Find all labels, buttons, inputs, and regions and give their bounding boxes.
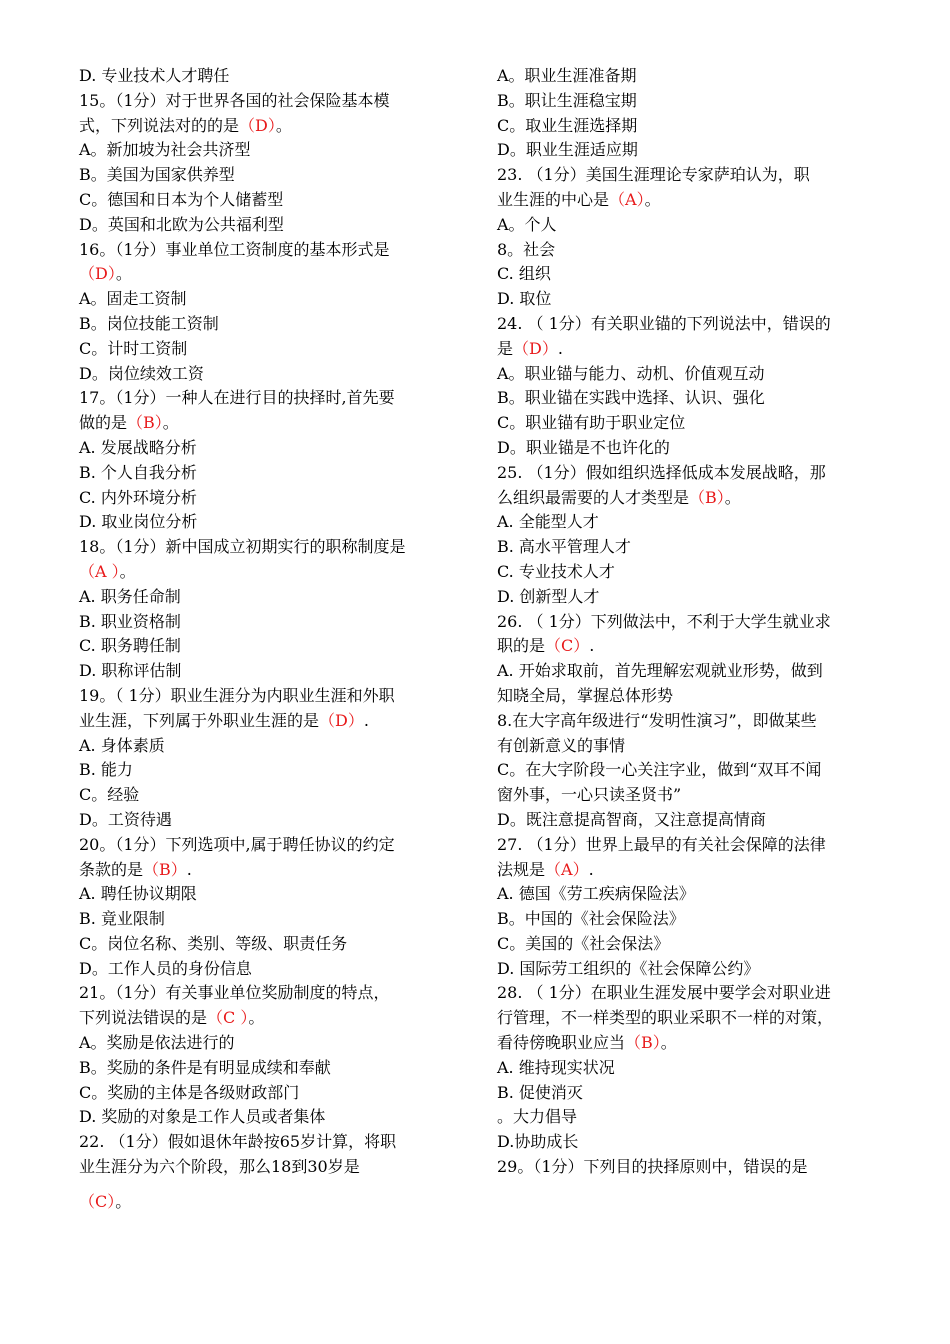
text-line [79, 411, 464, 436]
question-text: C。取业生涯选择期 [497, 115, 638, 135]
punctuation: 。 [162, 413, 179, 433]
question-text: 式，下列说法对的的是 [79, 115, 240, 135]
punctuation: 。 [660, 1033, 677, 1053]
question-text: B. 促使消灭 [497, 1082, 583, 1102]
punctuation: 。 [724, 487, 741, 507]
question-text: 有创新意义的事情 [497, 735, 626, 755]
text-line [497, 337, 882, 362]
text-line [79, 709, 464, 734]
question-text: C. 组织 [497, 264, 551, 284]
question-text: D. 职称评估制 [79, 661, 182, 681]
text-line [497, 560, 882, 585]
text-line [79, 585, 464, 610]
text-line [79, 362, 464, 387]
text-line [497, 486, 882, 511]
text-line [79, 312, 464, 337]
question-text: B。岗位技能工资制 [79, 313, 219, 333]
text-line [79, 858, 464, 883]
question-text: 法规是 [497, 859, 546, 879]
text-line [79, 1105, 464, 1130]
answer-mark: （C） [79, 1191, 116, 1211]
question-text: C。美国的《社会保法》 [497, 933, 670, 953]
question-text: A。奖励是依法进行的 [79, 1033, 235, 1053]
text-line [79, 833, 464, 858]
question-text: B。职业锚在实践中选择、认识、强化 [497, 388, 765, 408]
question-text: D. 专业技术人才聘任 [79, 66, 230, 85]
text-line [497, 510, 882, 535]
punctuation: 。 [115, 264, 132, 284]
question-text: 是 [497, 338, 514, 358]
text-line [79, 1056, 464, 1081]
answer-mark: （A） [545, 859, 589, 879]
text-line [79, 386, 464, 411]
question-text: D。英国和北欧为公共福利型 [79, 214, 284, 234]
question-text: D。职业锚是不也许化的 [497, 437, 670, 457]
text-line [79, 783, 464, 808]
question-text: D。职业生涯适应期 [497, 140, 638, 160]
question-text: B。职让生涯稳宝期 [497, 90, 637, 110]
question-text: 17。（1分）一种人在进行目的抉择时,首先要 [79, 388, 395, 408]
text-line [79, 89, 464, 114]
text-line [497, 89, 882, 114]
text-line [497, 758, 882, 783]
text-line [79, 436, 464, 461]
question-text: C。经验 [79, 785, 140, 805]
question-text: C. 内外环境分析 [79, 487, 197, 507]
text-line [79, 1081, 464, 1106]
text-line [79, 957, 464, 982]
question-text: D。既注意提高智商，又注意提高情商 [497, 809, 766, 829]
text-line [497, 1031, 882, 1056]
question-text: D. 国际劳工组织的《社会保障公约》 [497, 958, 760, 978]
text-line [79, 684, 464, 709]
text-line [497, 1130, 882, 1155]
question-text: 窗外事，一心只读圣贤书” [497, 785, 682, 805]
question-text: B. 个人自我分析 [79, 462, 197, 482]
text-line [79, 610, 464, 635]
question-text: 业生涯的中心是 [497, 189, 610, 209]
question-text: B. 高水平管理人才 [497, 537, 631, 557]
answer-mark: （B） [143, 859, 187, 879]
question-text: 23. （1分）美国生涯理论专家萨珀认为，职 [497, 165, 810, 185]
answer-mark: （C） [545, 636, 590, 656]
question-text: A. 发展战略分析 [79, 437, 197, 457]
text-line [497, 411, 882, 436]
question-text: B. 竟业限制 [79, 909, 165, 929]
question-text: B。美国为国家供养型 [79, 165, 235, 185]
question-text: 29。（1分）下列目的抉择原则中，错误的是 [497, 1157, 808, 1177]
text-line [79, 882, 464, 907]
question-text: 18。（1分）新中国成立初期实行的职称制度是 [79, 537, 406, 557]
text-line [497, 882, 882, 907]
question-text: D. 取业岗位分析 [79, 512, 198, 532]
question-text: B。中国的《社会保险法》 [497, 909, 685, 929]
punctuation: . [186, 859, 192, 879]
text-line [79, 337, 464, 362]
text-line [79, 287, 464, 312]
text-line [497, 957, 882, 982]
text-line [497, 461, 882, 486]
question-text: 行管理，不一样类型的职业采职不一样的对策， [497, 1008, 834, 1028]
text-line [497, 684, 882, 709]
question-text: 业生涯，下列属于外职业生涯的是 [79, 710, 320, 730]
question-text: 27. （1分）世界上最早的有关社会保障的法律 [497, 834, 826, 854]
text-line [79, 981, 464, 1006]
answer-mark: （C ） [207, 1008, 249, 1028]
text-line [79, 213, 464, 238]
text-line [497, 262, 882, 287]
question-text: 21。（1分）有关事业单位奖励制度的特点， [79, 983, 390, 1003]
text-line [497, 585, 882, 610]
text-line [497, 634, 882, 659]
question-text: 么组织最需要的人才类型是 [497, 487, 690, 507]
question-text: A. 身体素质 [79, 735, 165, 755]
punctuation: 。 [248, 1008, 265, 1028]
left-column [79, 64, 464, 1215]
text-line [497, 981, 882, 1006]
question-text: B。奖励的条件是有明显成续和奉献 [79, 1057, 331, 1077]
text-line [79, 1031, 464, 1056]
text-line [497, 238, 882, 263]
text-line [79, 188, 464, 213]
text-line [79, 262, 464, 287]
text-line [497, 1105, 882, 1130]
text-line [79, 907, 464, 932]
text-line [497, 114, 882, 139]
text-line [497, 783, 882, 808]
question-text: 职的是 [497, 636, 546, 656]
punctuation: 。 [119, 561, 136, 581]
text-line [497, 932, 882, 957]
text-line [79, 734, 464, 759]
question-text: 16。（1分）事业单位工资制度的基本形式是 [79, 239, 390, 259]
question-text: 业生涯分为六个阶段，那么18到30岁是 [79, 1157, 360, 1177]
text-line [79, 1130, 464, 1155]
question-text: A. 维持现实状况 [497, 1057, 615, 1077]
text-line [497, 535, 882, 560]
question-text: C。岗位名称、类别、等级、职责任务 [79, 933, 348, 953]
question-text: 看待傍晚职业应当 [497, 1033, 626, 1053]
text-line [497, 610, 882, 635]
text-line [497, 188, 882, 213]
question-text: A。职业生涯准备期 [497, 66, 637, 85]
question-text: A. 聘任协议期限 [79, 884, 197, 904]
right-column [497, 64, 882, 1180]
question-text: A. 职务任命制 [79, 586, 181, 606]
text-line [79, 461, 464, 486]
text-line [79, 163, 464, 188]
question-text: A。固走工资制 [79, 289, 187, 309]
text-line [79, 659, 464, 684]
question-text: C。德国和日本为个人储蓄型 [79, 189, 284, 209]
text-line [497, 362, 882, 387]
text-line [79, 64, 464, 89]
question-text: A. 全能型人才 [497, 512, 599, 532]
text-line [497, 858, 882, 883]
question-text: C. 职务聘任制 [79, 636, 181, 656]
question-text: A. 德国《劳工疾病保险法》 [497, 884, 695, 904]
text-line [79, 1155, 464, 1180]
question-text: D。岗位续效工资 [79, 363, 204, 383]
question-text: D. 创新型人才 [497, 586, 600, 606]
punctuation: . [588, 859, 594, 879]
question-text: A。新加坡为社会共济型 [79, 140, 251, 160]
answer-mark: （B） [689, 487, 725, 507]
text-line [497, 907, 882, 932]
answer-mark: （D） [79, 264, 116, 284]
answer-mark: （D） [239, 115, 276, 135]
text-line [79, 510, 464, 535]
question-text: 20。（1分）下列选项中,属于聘任协议的约定 [79, 834, 395, 854]
text-line [79, 758, 464, 783]
text-line [497, 1155, 882, 1180]
text-line [79, 932, 464, 957]
text-line [79, 560, 464, 585]
text-line [497, 709, 882, 734]
question-text: C。在大字阶段一心关注字业，做到“双耳不闻 [497, 760, 822, 780]
text-line [79, 535, 464, 560]
question-text: C。计时工资制 [79, 338, 188, 358]
question-text: D. 取位 [497, 289, 552, 309]
question-text: 8。社会 [497, 239, 556, 259]
text-line [79, 114, 464, 139]
punctuation: 。 [275, 115, 292, 135]
text-line [497, 138, 882, 163]
text-line [497, 1006, 882, 1031]
text-line [497, 287, 882, 312]
text-line [497, 734, 882, 759]
question-text: 25. （1分）假如组织选择低成本发展战略，那 [497, 462, 826, 482]
question-text: C。职业锚有助于职业定位 [497, 413, 686, 433]
question-text: 15。（1分）对于世界各国的社会保险基本模 [79, 90, 390, 110]
text-line [497, 163, 882, 188]
question-text: A。职业锚与能力、动机、价值观互动 [497, 363, 765, 383]
question-text: 。大力倡导 [497, 1107, 578, 1127]
question-text: 22. （1分）假如退休年龄按65岁计算，将职 [79, 1132, 397, 1152]
text-line [497, 64, 882, 89]
question-text: A. 开始求取前，首先理解宏观就业形势，做到 [497, 661, 823, 681]
question-text: D. 奖励的对象是工作人员或者集体 [79, 1107, 326, 1127]
text-line [497, 213, 882, 238]
line-gap [79, 1180, 464, 1190]
punctuation: 。 [115, 1191, 132, 1211]
text-line [79, 1006, 464, 1031]
text-line [497, 386, 882, 411]
text-line [79, 808, 464, 833]
answer-mark: （D） [319, 710, 364, 730]
answer-mark: （A ） [79, 561, 120, 581]
punctuation: . [557, 338, 563, 358]
text-line [497, 659, 882, 684]
question-text: 知晓全局，掌握总体形势 [497, 685, 674, 705]
question-text: 8.在大字高年级进行“发明性演习”，即做某些 [497, 710, 817, 730]
text-line [79, 138, 464, 163]
question-text: D。工作人员的身份信息 [79, 958, 252, 978]
text-line [79, 634, 464, 659]
text-line [497, 436, 882, 461]
question-text: 条款的是 [79, 859, 144, 879]
question-text: 24. （ 1分）有关职业锚的下列说法中，错误的 [497, 313, 831, 333]
text-line [79, 486, 464, 511]
question-text: B. 职业资格制 [79, 611, 181, 631]
text-line [497, 833, 882, 858]
answer-mark: （B） [625, 1033, 661, 1053]
text-line [497, 1081, 882, 1106]
answer-mark: （A） [609, 189, 645, 209]
question-text: C. 专业技术人才 [497, 561, 615, 581]
question-text: A。个人 [497, 214, 557, 234]
punctuation: . [363, 710, 369, 730]
question-text: D.协助成长 [497, 1132, 579, 1152]
question-text: D。工资待遇 [79, 809, 172, 829]
punctuation: 。 [644, 189, 661, 209]
answer-mark: （B） [127, 413, 163, 433]
text-line [497, 312, 882, 337]
question-text: 26. （ 1分）下列做法中，不利于大学生就业求 [497, 611, 831, 631]
question-text: 28. （ 1分）在职业生涯发展中要学会对职业进 [497, 983, 831, 1003]
text-line [79, 1190, 464, 1215]
text-line [497, 1056, 882, 1081]
text-line [79, 238, 464, 263]
question-text: 做的是 [79, 413, 128, 433]
question-text: 下列说法错误的是 [79, 1008, 208, 1028]
answer-mark: （D） [513, 338, 558, 358]
question-text: C。奖励的主体是各级财政部门 [79, 1082, 300, 1102]
punctuation: . [589, 636, 595, 656]
text-line [497, 808, 882, 833]
question-text: B. 能力 [79, 760, 133, 780]
question-text: 19。（ 1分）职业生涯分为内职业生涯和外职 [79, 685, 395, 705]
